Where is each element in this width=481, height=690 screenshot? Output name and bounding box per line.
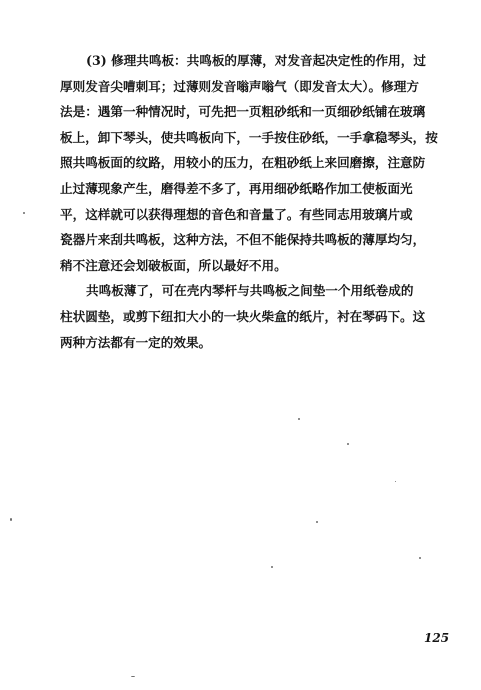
paragraph-1 <box>60 48 470 278</box>
scan-speck <box>23 212 25 214</box>
text-line: 照共鸣板面的纹路，用较小的压力，在粗砂纸上来回磨擦，注意防 <box>60 155 426 171</box>
text-line: 瓷器片来刮共鸣板，这种方法，不但不能保持共鸣板的薄厚均匀， <box>60 232 426 248</box>
text-line: 平，这样就可以获得理想的音色和音量了。有些同志用玻璃片或 <box>60 206 413 222</box>
text-line: 止过薄现象产生，磨得差不多了，再用细砂纸略作加工使板面光 <box>60 180 413 196</box>
text-line: 两种方法都有一定的效果。 <box>60 334 212 350</box>
text-line: 共鸣板薄了，可在壳内琴杆与共鸣板之间垫一个用纸卷成的 <box>86 283 414 299</box>
paragraph-2 <box>60 278 470 355</box>
text-line: 板上，卸下琴头，使共鸣板向下，一手按住砂纸，一手拿稳琴头，按 <box>60 129 438 145</box>
text-line: (3) 修理共鸣板：共鸣板的厚薄，对发音起决定性的作用，过 <box>86 53 426 68</box>
scan-speck <box>10 518 12 521</box>
scan-speck <box>271 566 273 568</box>
body-text <box>60 48 470 355</box>
scan-speck <box>131 676 135 677</box>
scan-speck <box>298 418 300 420</box>
scan-speck <box>316 521 318 523</box>
text-line: 厚则发音尖嘈刺耳；过薄则发音嗡声嗡气（即发音太大）。修理方 <box>60 78 419 94</box>
scan-speck <box>395 481 396 482</box>
scan-speck <box>419 557 421 559</box>
page-number: 125 <box>424 631 450 645</box>
text-line: 法是：遇第一种情况时，可先把一页粗砂纸和一页细砂纸铺在玻璃 <box>60 104 426 120</box>
scan-speck <box>347 443 349 445</box>
text-line: 柱状圆垫，或剪下纽扣大小的一块火柴盒的纸片，衬在琴码下。这 <box>60 308 426 324</box>
text-line: 稍不注意还会划破板面，所以最好不用。 <box>60 257 287 273</box>
